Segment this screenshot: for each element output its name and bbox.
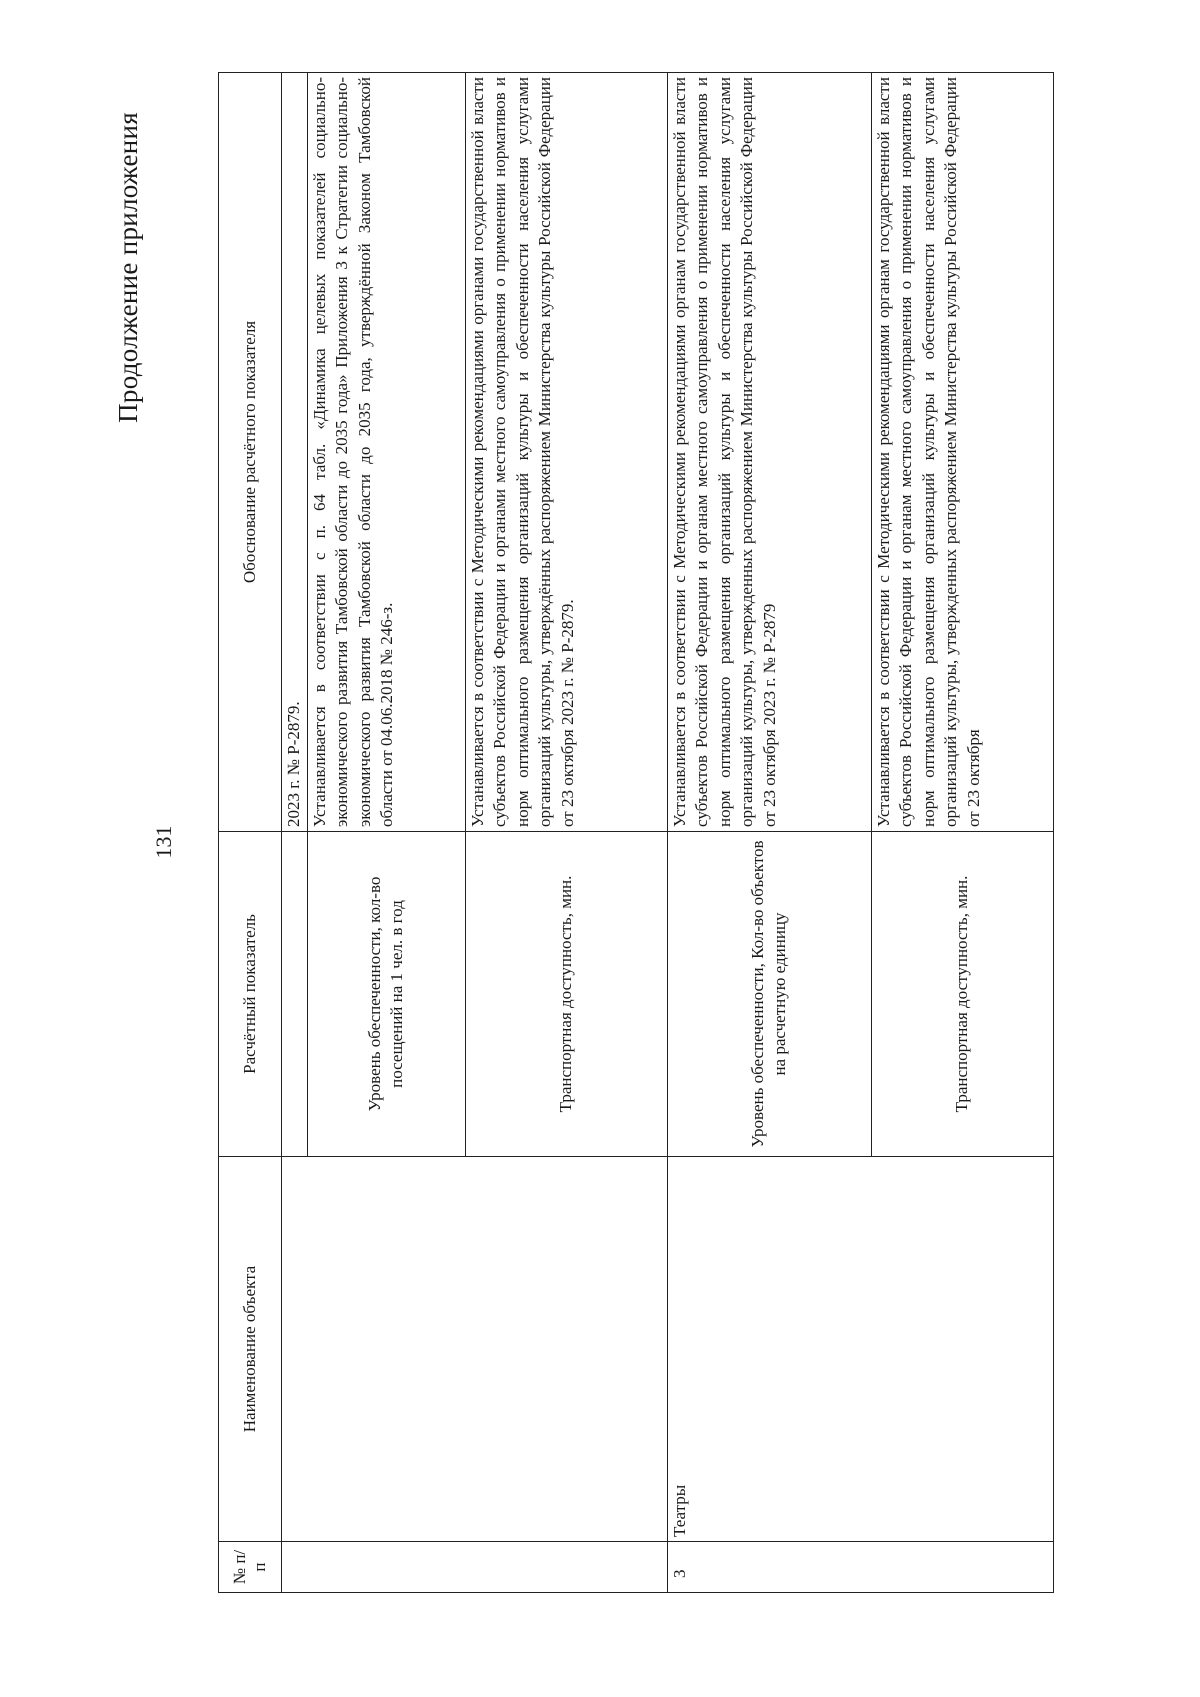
page-number: 131 <box>151 825 176 859</box>
page-title: Продолжение приложения <box>113 112 143 423</box>
justification-cell: Устанавливается в соответствии с Методическими рекомендациями органам государственной власти субъектов Российской Федерации и органам местного самоуправления о применении нормативов и норм оптимального размещения организаций культуры и обеспеченности населения услугами организаций культуры, утвержденных распоряжением Министерства культуры Российской Федерации от 23 октября 2023 г. № Р-2879 <box>667 73 871 832</box>
header-justification: Обоснование расчётного показателя <box>219 73 282 832</box>
table-row <box>667 73 871 1593</box>
justification-cell: Устанавливается в соответствии с п. 64 табл. «Динамика целевых показателей социально-экономического развития Тамбовской области до 2035 года» Приложения 3 к Стратегии социально-экономического развития Тамбовской области до 2035 года, утверждённой Законом Тамбовской области от 04.06.2018 № 246-з. <box>307 73 465 832</box>
indicator-cell: Уровень обеспеченности, Кол-во объектов на расчетную единицу <box>667 832 871 1157</box>
indicators-table <box>218 72 1054 1593</box>
indicator-cell: Транспортная доступность, мин. <box>465 832 667 1157</box>
header-num: № п/п <box>219 1542 282 1593</box>
justification-cell: Устанавливается в соответствии с Методическими рекомендациями органам государственной власти субъектов Российской Федерации и органам местного самоуправления о применении нормативов и норм оптимального размещения организаций культуры и обеспеченности населения услугами организаций культуры, утвержденных распоряжением Министерства культуры Российской Федерации от 23 октября <box>871 73 1053 832</box>
header-object: Наименование объекта <box>219 1157 282 1542</box>
object-name-cell <box>282 1157 668 1542</box>
row-number-cell <box>282 1542 668 1593</box>
justification-cell: 2023 г. № Р-2879. <box>282 73 308 832</box>
indicator-cell <box>282 832 308 1157</box>
object-name-cell: Театры <box>667 1157 1053 1542</box>
table-header-row <box>219 73 282 1593</box>
row-number-cell: 3 <box>667 1542 1053 1593</box>
header-indicator: Расчётный показатель <box>219 832 282 1157</box>
indicator-cell: Уровень обеспеченности, кол-во посещений на 1 чел. в год <box>307 832 465 1157</box>
justification-cell: Устанавливается в соответствии с Методическими рекомендациями органами государственной власти субъектов Российской Федерации и органами местного самоуправления о применении нормативов и норм оптимального размещения организаций культуры и обеспеченности населения услугами организаций культуры, утверждённых распоряжением Министерства культуры Российской Федерации от 23 октября 2023 г. № Р-2879. <box>465 73 667 832</box>
document-page <box>103 62 1118 1622</box>
indicator-cell: Транспортная доступность, мин. <box>871 832 1053 1157</box>
table-row <box>282 73 308 1593</box>
